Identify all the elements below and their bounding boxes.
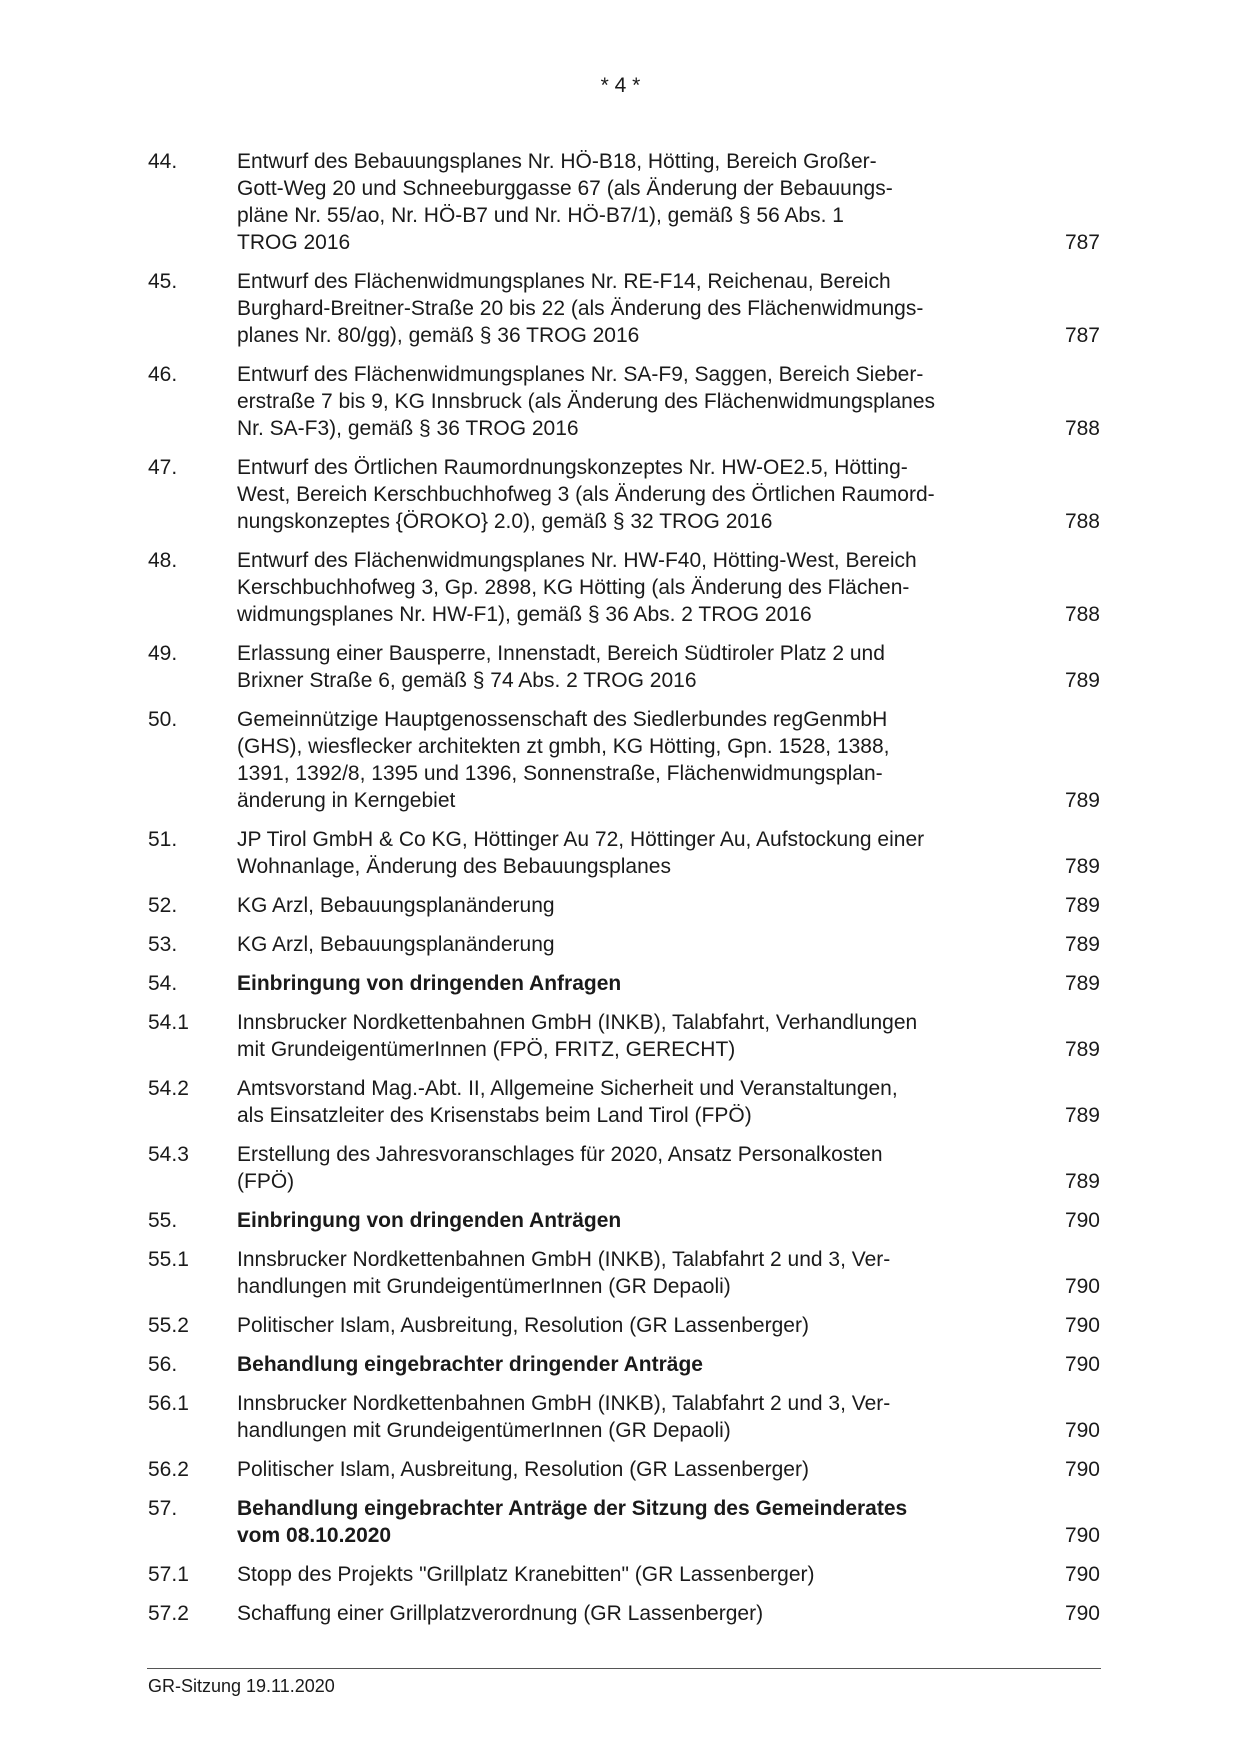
toc-entry-title [237,931,997,958]
toc-entry-title [237,1495,997,1549]
toc-entry [148,892,1100,919]
toc-entry-number: 50. [148,708,178,731]
toc-entry-number: 55. [148,1209,178,1232]
toc-entry-number: 56.1 [148,1392,189,1415]
toc-entry [148,1075,1100,1129]
toc-entry-title [237,454,997,535]
toc-entry-title [237,1312,997,1339]
toc-entry-title-line: West, Bereich Kerschbuchhofweg 3 (als Änderung des Örtlichen Raumord- [237,483,935,506]
toc-entry-page: 789 [1064,933,1100,956]
toc-entry-page: 789 [1064,972,1100,995]
toc-entry-title-line: planes Nr. 80/gg), gemäß § 36 TROG 2016 [237,324,640,347]
toc-entry-title [237,1009,997,1063]
toc-entry-page: 790 [1064,1275,1100,1298]
toc-entry [148,1009,1100,1063]
toc-entry-title-line: Politischer Islam, Ausbreitung, Resolution (GR Lassenberger) [237,1314,809,1337]
toc-entry-title [237,826,997,880]
toc-entry-page: 788 [1064,603,1100,626]
toc-entry [148,931,1100,958]
toc-entry-number: 45. [148,270,178,293]
toc-entry-title [237,1141,997,1195]
toc-entry-title-line: Entwurf des Örtlichen Raumordnungskonzeptes Nr. HW-OE2.5, Hötting- [237,456,908,479]
toc-entry-title-line: Schaffung einer Grillplatzverordnung (GR Lassenberger) [237,1602,764,1625]
toc-entry-title [237,1390,997,1444]
toc-entry-number: 55.1 [148,1248,189,1271]
toc-entry-title-line: Erstellung des Jahresvoranschlages für 2020, Ansatz Personalkosten [237,1143,883,1166]
toc-entry-title-line: handlungen mit GrundeigentümerInnen (GR Depaoli) [237,1275,731,1298]
toc-entry-title [237,361,997,442]
toc-entry-title-line: Einbringung von dringenden Anträgen [237,1209,622,1232]
toc-entry-number: 48. [148,549,178,572]
toc-entry-page: 787 [1064,231,1100,254]
toc-entry-page: 789 [1064,789,1100,812]
toc-entry-title [237,268,997,349]
toc-entry-number: 46. [148,363,178,386]
toc-entry-title [237,1246,997,1300]
toc-entry-title-line: nungskonzeptes {ÖROKO} 2.0), gemäß § 32 TROG 2016 [237,510,773,533]
toc-entry-title [237,892,997,919]
toc-entry [148,640,1100,694]
footer-session-date: GR-Sitzung 19.11.2020 [148,1676,335,1696]
toc-entry [148,1456,1100,1483]
toc-entry-title [237,1351,997,1378]
toc-entry [148,1600,1100,1627]
toc-entry-number: 54. [148,972,178,995]
footer-divider [147,1668,1101,1669]
toc-entry-title [237,1600,997,1627]
toc-entry-page: 790 [1064,1602,1100,1625]
toc-entry-title [237,1207,997,1234]
toc-entry-number: 44. [148,150,178,173]
toc-entry [148,1141,1100,1195]
toc-entry-title-line: JP Tirol GmbH & Co KG, Höttinger Au 72, Höttinger Au, Aufstockung einer [237,828,925,851]
toc-entry-title-line: Innsbrucker Nordkettenbahnen GmbH (INKB), Talabfahrt 2 und 3, Ver- [237,1248,891,1271]
toc-entry-number: 53. [148,933,178,956]
toc-entry-title-line: mit GrundeigentümerInnen (FPÖ, FRITZ, GERECHT) [237,1038,736,1061]
toc-entry-page: 790 [1064,1353,1100,1376]
toc-entry-page: 789 [1064,894,1100,917]
toc-entry [148,1246,1100,1300]
toc-entry-page: 790 [1064,1563,1100,1586]
toc-entry-title-line: Entwurf des Flächenwidmungsplanes Nr. RE-F14, Reichenau, Bereich [237,270,891,293]
toc-entry-title-line: Entwurf des Flächenwidmungsplanes Nr. SA-F9, Saggen, Bereich Sieber- [237,363,924,386]
toc-entry-title-line: Brixner Straße 6, gemäß § 74 Abs. 2 TROG 2016 [237,669,697,692]
toc-entry-title-line: pläne Nr. 55/ao, Nr. HÖ-B7 und Nr. HÖ-B7/1), gemäß § 56 Abs. 1 [237,204,844,227]
toc-entry-title-line: Entwurf des Bebauungsplanes Nr. HÖ-B18, Hötting, Bereich Großer- [237,150,877,173]
toc-entry-page: 790 [1064,1524,1100,1547]
toc-entry-number: 49. [148,642,178,665]
toc-entry-page: 790 [1064,1419,1100,1442]
toc-entry-title-line: Wohnanlage, Änderung des Bebauungsplanes [237,855,671,878]
toc-entry-number: 55.2 [148,1314,189,1337]
toc-entry-page: 789 [1064,855,1100,878]
toc-entry-page: 787 [1064,324,1100,347]
toc-entry [148,361,1100,442]
toc-entry-title-line: Kerschbuchhofweg 3, Gp. 2898, KG Hötting (als Änderung des Flächen- [237,576,910,599]
toc-entry [148,547,1100,628]
toc-entry-title-line: Entwurf des Flächenwidmungsplanes Nr. HW-F40, Hötting-West, Bereich [237,549,917,572]
toc-entry [148,268,1100,349]
toc-entry-title-line: Innsbrucker Nordkettenbahnen GmbH (INKB), Talabfahrt 2 und 3, Ver- [237,1392,891,1415]
toc-entry [148,1495,1100,1549]
toc-entry-title [237,970,997,997]
toc-entry-number: 54.1 [148,1011,189,1034]
toc-entry-number: 56. [148,1353,178,1376]
toc-entry-title-line: Amtsvorstand Mag.-Abt. II, Allgemeine Sicherheit und Veranstaltungen, [237,1077,898,1100]
toc-entry-page: 790 [1064,1209,1100,1232]
toc-entry [148,454,1100,535]
toc-entry-page: 790 [1064,1314,1100,1337]
toc-entry-number: 56.2 [148,1458,189,1481]
toc-entry-title-line: Politischer Islam, Ausbreitung, Resolution (GR Lassenberger) [237,1458,809,1481]
toc-entry [148,970,1100,997]
toc-entry-title-line: Gott-Weg 20 und Schneeburggasse 67 (als Änderung der Bebauungs- [237,177,893,200]
toc-entry-title [237,547,997,628]
toc-entry-title [237,1561,997,1588]
toc-entry [148,148,1100,256]
toc-entry-title-line: (GHS), wiesflecker architekten zt gmbh, KG Hötting, Gpn. 1528, 1388, [237,735,890,758]
toc-entry-title-line: Einbringung von dringenden Anfragen [237,972,622,995]
toc-entry-title-line: 1391, 1392/8, 1395 und 1396, Sonnenstraße, Flächenwidmungsplan- [237,762,883,785]
table-of-contents [148,148,1100,1639]
toc-entry-title-line: Nr. SA-F3), gemäß § 36 TROG 2016 [237,417,579,440]
toc-entry-page: 788 [1064,510,1100,533]
toc-entry [148,706,1100,814]
toc-entry-title-line: TROG 2016 [237,231,351,254]
toc-entry-title-line: (FPÖ) [237,1170,295,1193]
toc-entry-title-line: Behandlung eingebrachter dringender Anträge [237,1353,703,1376]
toc-entry-number: 57.1 [148,1563,189,1586]
toc-entry-number: 51. [148,828,178,851]
toc-entry-number: 47. [148,456,178,479]
toc-entry-title-line: erstraße 7 bis 9, KG Innsbruck (als Änderung des Flächenwidmungsplanes [237,390,936,413]
toc-entry [148,826,1100,880]
toc-entry-number: 57.2 [148,1602,189,1625]
toc-entry-title-line: KG Arzl, Bebauungsplanänderung [237,933,555,956]
toc-entry-page: 789 [1064,669,1100,692]
toc-entry-page: 789 [1064,1104,1100,1127]
toc-entry-title-line: handlungen mit GrundeigentümerInnen (GR Depaoli) [237,1419,731,1442]
toc-entry-page: 789 [1064,1038,1100,1061]
toc-entry [148,1207,1100,1234]
toc-entry-title-line: widmungsplanes Nr. HW-F1), gemäß § 36 Abs. 2 TROG 2016 [237,603,812,626]
toc-entry-title-line: Erlassung einer Bausperre, Innenstadt, Bereich Südtiroler Platz 2 und [237,642,885,665]
toc-entry-page: 789 [1064,1170,1100,1193]
toc-entry-title-line: vom 08.10.2020 [237,1524,392,1547]
toc-entry-title-line: Behandlung eingebrachter Anträge der Sitzung des Gemeinderates [237,1497,908,1520]
page-number-header: * 4 * [600,74,641,97]
toc-entry-title-line: als Einsatzleiter des Krisenstabs beim Land Tirol (FPÖ) [237,1104,752,1127]
toc-entry-number: 54.2 [148,1077,189,1100]
toc-entry-title-line: Innsbrucker Nordkettenbahnen GmbH (INKB), Talabfahrt, Verhandlungen [237,1011,918,1034]
toc-entry-title [237,1456,997,1483]
toc-entry-title [237,148,997,256]
toc-entry-title-line: änderung in Kerngebiet [237,789,456,812]
toc-entry-title-line: KG Arzl, Bebauungsplanänderung [237,894,555,917]
toc-entry [148,1351,1100,1378]
toc-entry-title-line: Gemeinnützige Hauptgenossenschaft des Siedlerbundes regGenmbH [237,708,888,731]
toc-entry-number: 57. [148,1497,178,1520]
toc-entry-title [237,1075,997,1129]
toc-entry-page: 788 [1064,417,1100,440]
toc-entry-page: 790 [1064,1458,1100,1481]
toc-entry [148,1390,1100,1444]
toc-entry-title-line: Burghard-Breitner-Straße 20 bis 22 (als Änderung des Flächenwidmungs- [237,297,924,320]
toc-entry-number: 52. [148,894,178,917]
toc-entry [148,1561,1100,1588]
toc-entry-title [237,640,997,694]
toc-entry-title [237,706,997,814]
toc-entry [148,1312,1100,1339]
toc-entry-title-line: Stopp des Projekts "Grillplatz Kranebitten" (GR Lassenberger) [237,1563,815,1586]
toc-entry-number: 54.3 [148,1143,189,1166]
